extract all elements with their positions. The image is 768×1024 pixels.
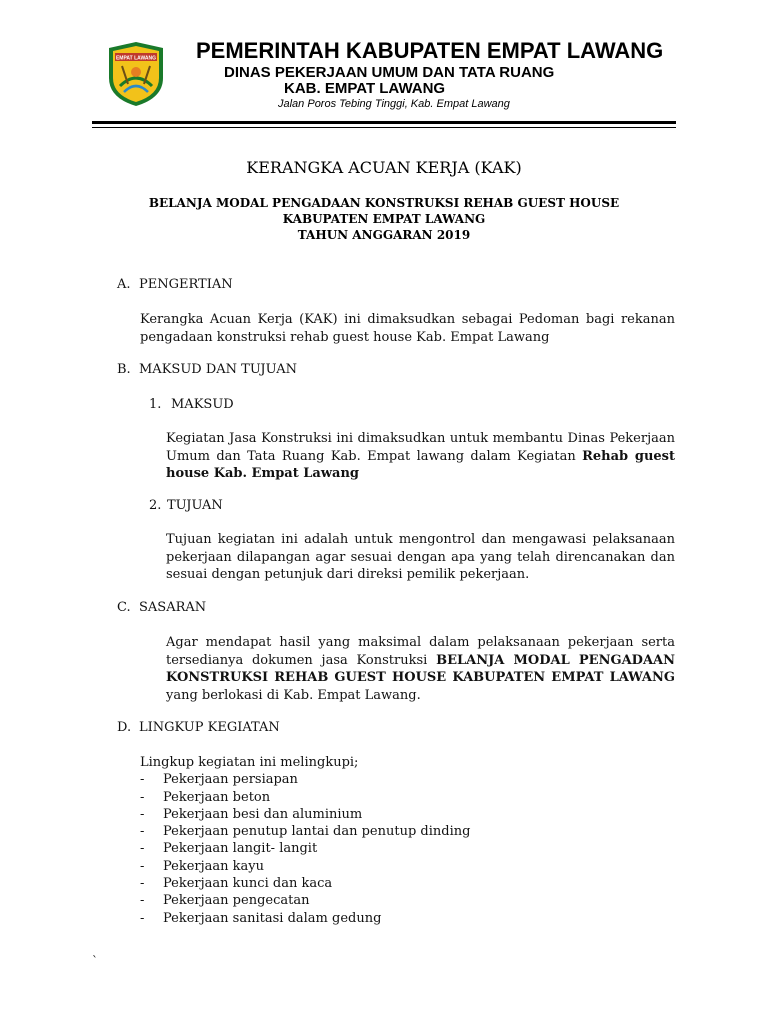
letterhead-divider-thick: [92, 121, 676, 124]
list-item-text: Pekerjaan persiapan: [163, 772, 298, 788]
letterhead-divider-thin: [92, 127, 676, 128]
section-c-title: SASARAN: [139, 600, 207, 615]
regency-emblem-logo: [106, 40, 166, 108]
list-item-text: Pekerjaan pengecatan: [163, 893, 310, 909]
letterhead-government-name: PEMERINTAH KABUPATEN EMPAT LAWANG: [196, 38, 664, 63]
list-bullet: -: [140, 893, 145, 909]
list-item: [140, 806, 680, 823]
subsection-tujuan-heading: [149, 498, 223, 513]
section-a-paragraph: Kerangka Acuan Kerja (KAK) ini dimaksudkan sebagai Pedoman bagi rekanan pengadaan konstruksi rehab guest house Kab. Empat Lawang: [140, 312, 675, 345]
letterhead-agency-name: DINAS PEKERJAAN UMUM DAN TATA RUANG: [224, 64, 555, 81]
sasaran-text-end: yang berlokasi di Kab. Empat Lawang.: [166, 687, 421, 703]
section-a-heading: [117, 277, 233, 292]
list-item-text: Pekerjaan kayu: [163, 858, 265, 874]
section-b-heading: [117, 362, 297, 377]
document-subtitle-project: BELANJA MODAL PENGADAAN KONSTRUKSI REHAB GUEST HOUSE: [148, 196, 620, 210]
sasaran-text: Agar mendapat hasil yang maksimal dalam pelaksanaan pekerjaan serta tersedianya dokumen jasa Konstruksi: [166, 635, 675, 668]
list-item-text: Pekerjaan penutup lantai dan penutup dinding: [163, 824, 471, 840]
section-d-heading: [117, 720, 280, 735]
list-item-text: Pekerjaan langit- langit: [163, 841, 318, 857]
list-item: [140, 840, 680, 857]
document-subtitle-fiscal-year: TAHUN ANGGARAN 2019: [297, 228, 471, 242]
section-b-title: MAKSUD DAN TUJUAN: [139, 362, 297, 377]
list-item: [140, 858, 680, 875]
subsection-tujuan-number: 2.: [149, 498, 162, 513]
list-bullet: -: [140, 824, 145, 840]
scope-list-intro: Lingkup kegiatan ini melingkupi;: [140, 755, 359, 770]
letterhead-address: Jalan Poros Tebing Tinggi, Kab. Empat Lawang: [278, 98, 510, 110]
section-a-number: A.: [117, 277, 131, 292]
letterhead-regency: KAB. EMPAT LAWANG: [284, 80, 446, 97]
document-title: KERANGKA ACUAN KERJA (KAK): [246, 158, 522, 177]
list-bullet: -: [140, 772, 145, 788]
list-bullet: -: [140, 858, 145, 874]
section-b-number: B.: [117, 362, 131, 377]
document-subtitle-regency: KABUPATEN EMPAT LAWANG: [282, 212, 486, 226]
subsection-maksud-number: 1.: [149, 397, 162, 412]
list-item: [140, 789, 680, 806]
section-c-number: C.: [117, 600, 131, 615]
stray-backtick-mark: `: [92, 954, 98, 968]
logo-banner-text: EMPAT LAWANG: [115, 55, 157, 62]
subsection-tujuan-title: TUJUAN: [167, 498, 223, 513]
list-item: [140, 892, 680, 909]
list-item-text: Pekerjaan sanitasi dalam gedung: [163, 910, 382, 926]
subsection-maksud-heading: [149, 397, 234, 412]
list-bullet: -: [140, 789, 145, 805]
scope-items: [140, 771, 680, 927]
list-item-text: Pekerjaan kunci dan kaca: [163, 876, 333, 892]
list-item: [140, 771, 680, 788]
subsection-maksud-title: MAKSUD: [171, 397, 234, 412]
list-item-text: Pekerjaan besi dan aluminium: [163, 806, 363, 822]
sasaran-text-bold: BELANJA MODAL PENGADAAN KONSTRUKSI REHAB GUEST HOUSE KABUPATEN EMPAT LAWANG: [166, 652, 675, 685]
section-d-title: LINGKUP KEGIATAN: [139, 720, 280, 735]
maksud-text: Kegiatan Jasa Konstruksi ini dimaksudkan untuk membantu Dinas Pekerjaan Umum dan Tata Ruang Kab. Empat lawang dalam Kegiatan: [166, 431, 675, 464]
subsection-maksud-paragraph: [166, 430, 675, 483]
list-bullet: -: [140, 806, 145, 822]
section-d-number: D.: [117, 720, 132, 735]
scope-list: [140, 754, 680, 927]
section-c-heading: [117, 600, 206, 615]
list-item: [140, 875, 680, 892]
section-c-paragraph: [166, 634, 675, 704]
list-bullet: -: [140, 876, 145, 892]
subsection-tujuan-paragraph: Tujuan kegiatan ini adalah untuk mengontrol dan mengawasi pelaksanaan pekerjaan dilapangan agar sesuai dengan apa yang telah direncanakan dan sesuai dengan petunjuk dari direksi pemilik pekerjaan.: [166, 532, 675, 582]
list-bullet: -: [140, 841, 145, 857]
list-item: [140, 823, 680, 840]
list-item: [140, 910, 680, 927]
list-item-text: Pekerjaan beton: [163, 789, 271, 805]
list-bullet: -: [140, 910, 145, 926]
section-a-title: PENGERTIAN: [139, 277, 233, 292]
maksud-text-bold: Rehab guest house Kab. Empat Lawang: [166, 448, 676, 481]
